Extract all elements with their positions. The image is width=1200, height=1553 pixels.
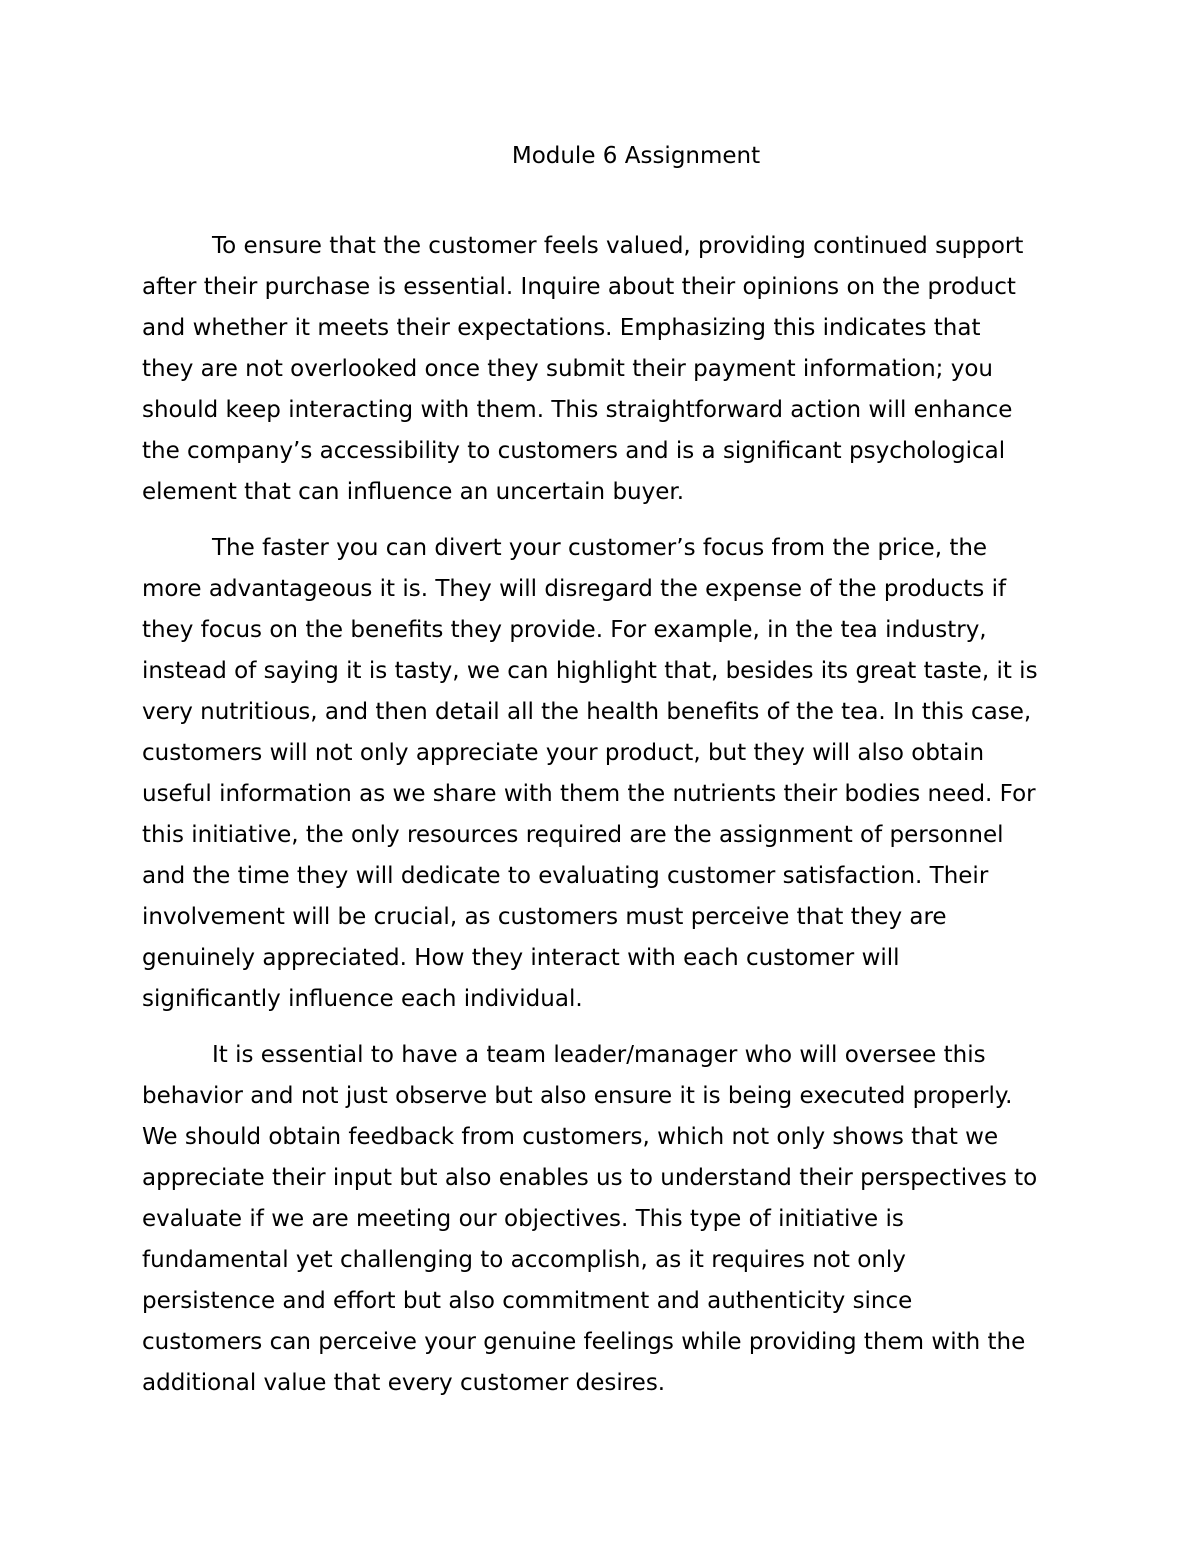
text-line: element that can influence an uncertain buyer. bbox=[142, 479, 685, 505]
text-line: and whether it meets their expectations. Emphasizing this indicates that bbox=[142, 315, 981, 341]
text-line: the company’s accessibility to customers and is a significant psychological bbox=[142, 438, 1006, 464]
text-line: useful information as we share with them the nutrients their bodies need. For bbox=[142, 781, 1036, 807]
text-line: customers can perceive your genuine feelings while providing them with the bbox=[142, 1329, 1026, 1355]
text-line: after their purchase is essential. Inquire about their opinions on the product bbox=[142, 274, 1016, 300]
text-line: fundamental yet challenging to accomplish, as it requires not only bbox=[142, 1247, 906, 1273]
text-line: persistence and effort but also commitment and authenticity since bbox=[142, 1288, 913, 1314]
text-line: they focus on the benefits they provide. For example, in the tea industry, bbox=[142, 617, 987, 643]
text-line: and the time they will dedicate to evaluating customer satisfaction. Their bbox=[142, 863, 989, 889]
paragraph-2 bbox=[142, 528, 1064, 1020]
paragraph-1 bbox=[142, 226, 1064, 513]
text-line: appreciate their input but also enables us to understand their perspectives to bbox=[142, 1165, 1038, 1191]
text-line: they are not overlooked once they submit their payment information; you bbox=[142, 356, 993, 382]
text-line: The faster you can divert your customer’s focus from the price, the bbox=[212, 535, 988, 561]
text-line: genuinely appreciated. How they interact with each customer will bbox=[142, 945, 900, 971]
text-line: customers will not only appreciate your product, but they will also obtain bbox=[142, 740, 985, 766]
text-line: more advantageous it is. They will disregard the expense of the products if bbox=[142, 576, 1007, 602]
paragraph-3 bbox=[142, 1035, 1064, 1404]
text-line: additional value that every customer desires. bbox=[142, 1370, 666, 1396]
text-line: To ensure that the customer feels valued, providing continued support bbox=[212, 233, 1024, 259]
text-line: very nutritious, and then detail all the health benefits of the tea. In this case, bbox=[142, 699, 1032, 725]
text-line: instead of saying it is tasty, we can highlight that, besides its great taste, it is bbox=[142, 658, 1038, 684]
text-line: We should obtain feedback from customers, which not only shows that we bbox=[142, 1124, 999, 1150]
text-line: involvement will be crucial, as customers must perceive that they are bbox=[142, 904, 947, 930]
text-line: this initiative, the only resources required are the assignment of personnel bbox=[142, 822, 1004, 848]
text-line: should keep interacting with them. This straightforward action will enhance bbox=[142, 397, 1013, 423]
text-line: evaluate if we are meeting our objectives. This type of initiative is bbox=[142, 1206, 904, 1232]
document-title: Module 6 Assignment bbox=[511, 143, 761, 169]
text-line: It is essential to have a team leader/manager who will oversee this bbox=[212, 1042, 986, 1068]
text-line: significantly influence each individual. bbox=[142, 986, 583, 1012]
text-line: behavior and not just observe but also ensure it is being executed properly. bbox=[142, 1083, 1013, 1109]
document-body bbox=[142, 226, 1064, 1419]
